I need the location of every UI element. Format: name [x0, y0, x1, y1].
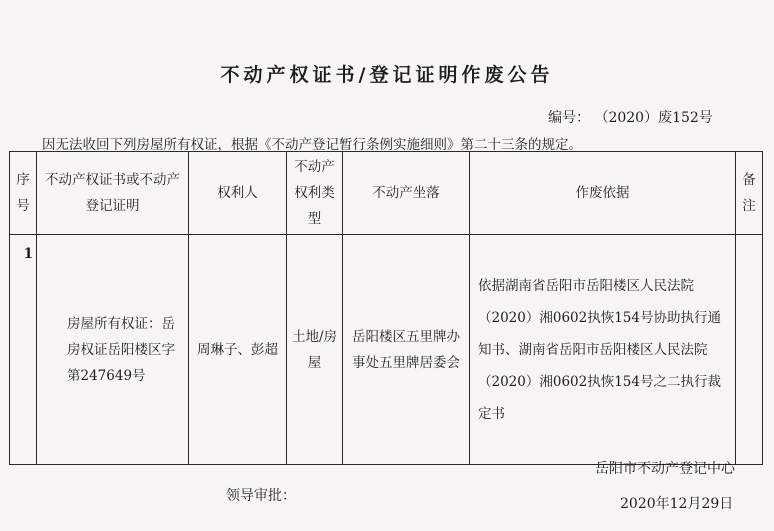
- document-number: 编号： （2020）废152号: [548, 110, 713, 126]
- announcement-table: [9, 151, 763, 465]
- issue-date: 2020年12月29日: [620, 496, 734, 512]
- header-cert: 不动产权证书或不动产登记证明: [37, 152, 189, 235]
- cell-type: 土地/房屋: [287, 235, 343, 465]
- cell-seq: 1: [10, 235, 37, 465]
- header-location: 不动产坐落: [343, 152, 470, 235]
- cell-holder: 周琳子、彭超: [189, 235, 287, 465]
- page-title: 不动产权证书/登记证明作废公告: [220, 64, 554, 86]
- header-note: 备注: [736, 152, 763, 235]
- table-row: [10, 235, 763, 465]
- table-header-row: [10, 152, 763, 235]
- cell-basis: 依据湖南省岳阳市岳阳楼区人民法院（2020）湘0602执恢154号协助执行通知书、湖南省岳阳市岳阳楼区人民法院（2020）湘0602执恢154号之二执行裁定书: [470, 235, 736, 465]
- header-type: 不动产权利类型: [287, 152, 343, 235]
- header-basis: 作废依据: [470, 152, 736, 235]
- cell-cert: 房屋所有权证：岳房权证岳阳楼区字第247649号: [37, 235, 189, 465]
- intro-text: 因无法收回下列房屋所有权证，根据《不动产登记暂行条例实施细则》第二十三条的规定。: [42, 137, 582, 153]
- issuing-office: 岳阳市不动产登记中心: [595, 461, 735, 477]
- header-holder: 权利人: [189, 152, 287, 235]
- header-seq: 序号: [10, 152, 37, 235]
- cell-note: [736, 235, 763, 465]
- cell-location: 岳阳楼区五里牌办事处五里牌居委会: [343, 235, 470, 465]
- review-label: 领导审批：: [226, 488, 296, 504]
